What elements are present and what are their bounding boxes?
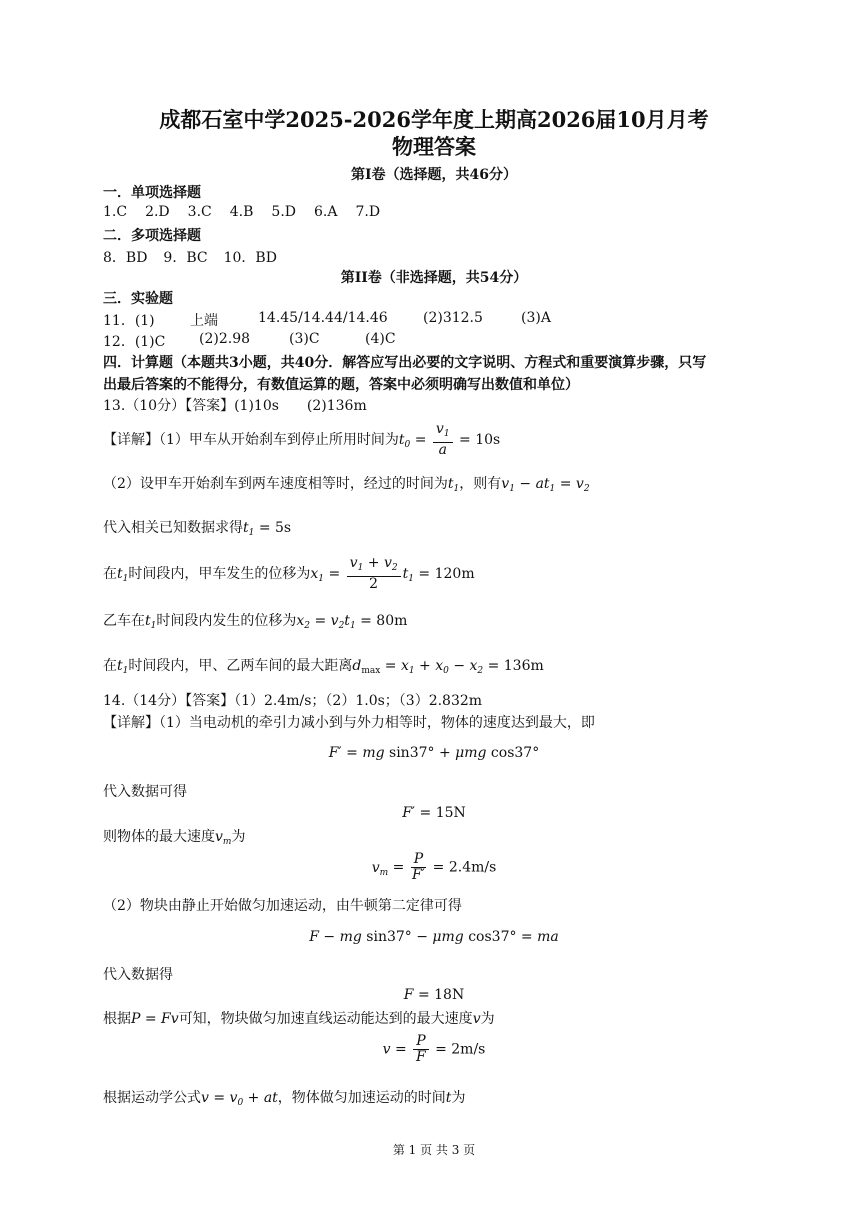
- answer-6: 6.A: [314, 204, 338, 220]
- answer-3: 3.C: [187, 204, 212, 220]
- q14-pfv-a-text: 根据: [103, 1011, 131, 1027]
- q13-detail-3: 代入相关已知数据求得$t_1 = 5s$: [103, 520, 292, 538]
- answer-5: 5.D: [271, 204, 296, 220]
- exam-subtitle: 物理答案: [392, 134, 476, 159]
- q13-detail-4: 在$t_1$时间段内，甲车发生的位移为$x_1$ = $\frac{v_1 + v_2}{2}$ $t_1 = 120m$: [103, 555, 475, 592]
- q14-header: 14.（14分）【答案】（1）2.4m/s；（2）1.0s；（3）2.832m: [103, 693, 483, 709]
- q13-detail-1: [103, 422, 500, 458]
- q12-part3: (3)C: [289, 331, 320, 347]
- q14-kinematics: 根据运动学公式$v = v_0$ + at，物体做匀加速运动的时间t为: [103, 1090, 466, 1108]
- q11-part1-ans-a: 上端: [190, 313, 218, 329]
- eq-f-prime: F′ = mg sin37° + μmg cos37°: [328, 745, 540, 761]
- q14-max-v-b-text: 为: [231, 829, 246, 845]
- eq-f-value: F = 18N: [403, 987, 465, 1003]
- q13-d6b-text: 时间段内，甲、乙两车间的最大距离: [128, 658, 353, 674]
- q14-kin-c-text: 为: [451, 1090, 466, 1106]
- q13-d3-text: 代入相关已知数据求得: [103, 520, 243, 536]
- eq-t1: $t_1$: [243, 520, 255, 538]
- eq-vm: $v_m$ = $\frac{P}{F'}$ = 2.4m/s: [371, 851, 497, 883]
- section-3-heading: 三．实验题: [103, 291, 173, 307]
- q11-part3: (3)A: [521, 310, 551, 326]
- answer-2: 2.D: [145, 204, 170, 220]
- eq-v: v = $\frac{P}{F}$ = 2m/s: [382, 1033, 486, 1065]
- q13-d2-text: （2）设甲车开始刹车到两车速度相等时，经过的时间为: [103, 476, 448, 492]
- eq-newton: F − mg sin37° − μmg cos37° = ma: [309, 929, 559, 945]
- q11-part1: 11．(1): [103, 313, 155, 329]
- answer-9: 9．BC: [163, 250, 208, 266]
- section-4-heading: 四．计算题（本题共3小题，共40分．解答应写出必要的文字说明、方程式和重要演算步骤，只写: [103, 355, 707, 371]
- q13-d4b-text: 时间段内，甲车发生的位移为: [128, 566, 311, 582]
- answer-1: 1.C: [103, 204, 128, 220]
- q14-pfv: 根据P = Fv可知，物块做匀加速直线运动能达到的最大速度v为: [103, 1011, 495, 1027]
- eq-t0: $t_0$ = $\frac{v_1}{a}$ = 10s: [398, 421, 501, 458]
- q14-pfv-b-text: 可知，物块做匀加速直线运动能达到的最大速度: [178, 1011, 473, 1027]
- section-4-heading-cont: 出最后答案的不能得分，有数值运算的题，答案中必须明确写出数值和单位）: [103, 377, 579, 393]
- q14-kin-b-text: ，物体做匀加速运动的时间: [277, 1090, 446, 1106]
- answer-4: 4.B: [229, 204, 254, 220]
- page-footer: 第 1 页 共 3 页: [392, 1143, 476, 1157]
- q14-max-velocity: 则物体的最大速度$v_m$为: [103, 829, 246, 847]
- q11-part2: (2)312.5: [423, 310, 483, 326]
- eq-v-equal: $v_1 - at_1 = v_2$: [501, 476, 590, 494]
- q14-pfv-c-text: 为: [480, 1011, 495, 1027]
- q12-part4: (4)C: [365, 331, 396, 347]
- q12-part1: 12．(1)C: [103, 334, 166, 350]
- q12-part2: (2)2.98: [199, 331, 251, 347]
- q13-d2b-text: ，则有: [459, 476, 502, 492]
- q13-d6a-text: 在: [103, 658, 117, 674]
- eq-x1: $x_1$ = $\frac{v_1 + v_2}{2}$ $t_1 = 120m$: [310, 555, 475, 592]
- answer-10: 10．BD: [223, 250, 277, 266]
- eq-x2: $x_2 = v_2t_1 = 80m$: [296, 613, 408, 631]
- eq-f-prime-value: F′ = 15N: [402, 805, 466, 821]
- q14-max-v-text: 则物体的最大速度: [103, 829, 215, 845]
- q13-d4a-text: 在: [103, 566, 117, 582]
- q11-part1-ans-b: 14.45/14.44/14.46: [258, 310, 388, 326]
- q13-detail-6: 在$t_1$时间段内，甲、乙两车间的最大距离$d_{max} = x_1 + x_0 - x_2 = 136m$: [103, 658, 544, 676]
- q13-d1-text: 【详解】（1）甲车从开始刹车到停止所用时间为: [103, 432, 399, 448]
- q13-detail-2: （2）设甲车开始刹车到两车速度相等时，经过的时间为$t_1$，则有$v_1 - at_1 = v_2$: [103, 476, 590, 494]
- volume-1-heading: 第I卷（选择题，共46分）: [350, 167, 518, 183]
- section-1-answers: [103, 204, 380, 220]
- answer-8: 8．BD: [103, 250, 148, 266]
- q14-sub-2: 代入数据得: [103, 967, 173, 983]
- q14-kin-a-text: 根据运动学公式: [103, 1090, 201, 1106]
- eq-dmax: $d_{max} = x_1 + x_0 - x_2 = 136m$: [352, 658, 544, 676]
- q14-detail-1: 【详解】（1）当电动机的牵引力减小到与外力相等时，物体的速度达到最大，即: [103, 715, 595, 731]
- answer-7: 7.D: [355, 204, 381, 220]
- volume-2-heading: 第II卷（非选择题，共54分）: [340, 270, 528, 286]
- q13-header: 13.（10分）【答案】(1)10s (2)136m: [103, 398, 367, 414]
- q13-d5a-text: 乙车在: [103, 613, 145, 629]
- exam-title: 成都石室中学2025-2026学年度上期高2026届10月月考: [159, 107, 709, 132]
- q14-part-2: （2）物块由静止开始做匀加速运动，由牛顿第二定律可得: [103, 898, 462, 914]
- q13-d5b-text: 时间段内发生的位移为: [156, 613, 297, 629]
- section-2-answers: [103, 247, 277, 267]
- q14-sub-1: 代入数据可得: [103, 784, 187, 800]
- section-1-heading: 一．单项选择题: [103, 185, 201, 201]
- q13-detail-5: 乙车在$t_1$时间段内发生的位移为$x_2 = v_2t_1 = 80m$: [103, 613, 408, 631]
- section-2-heading: 二．多项选择题: [103, 228, 201, 244]
